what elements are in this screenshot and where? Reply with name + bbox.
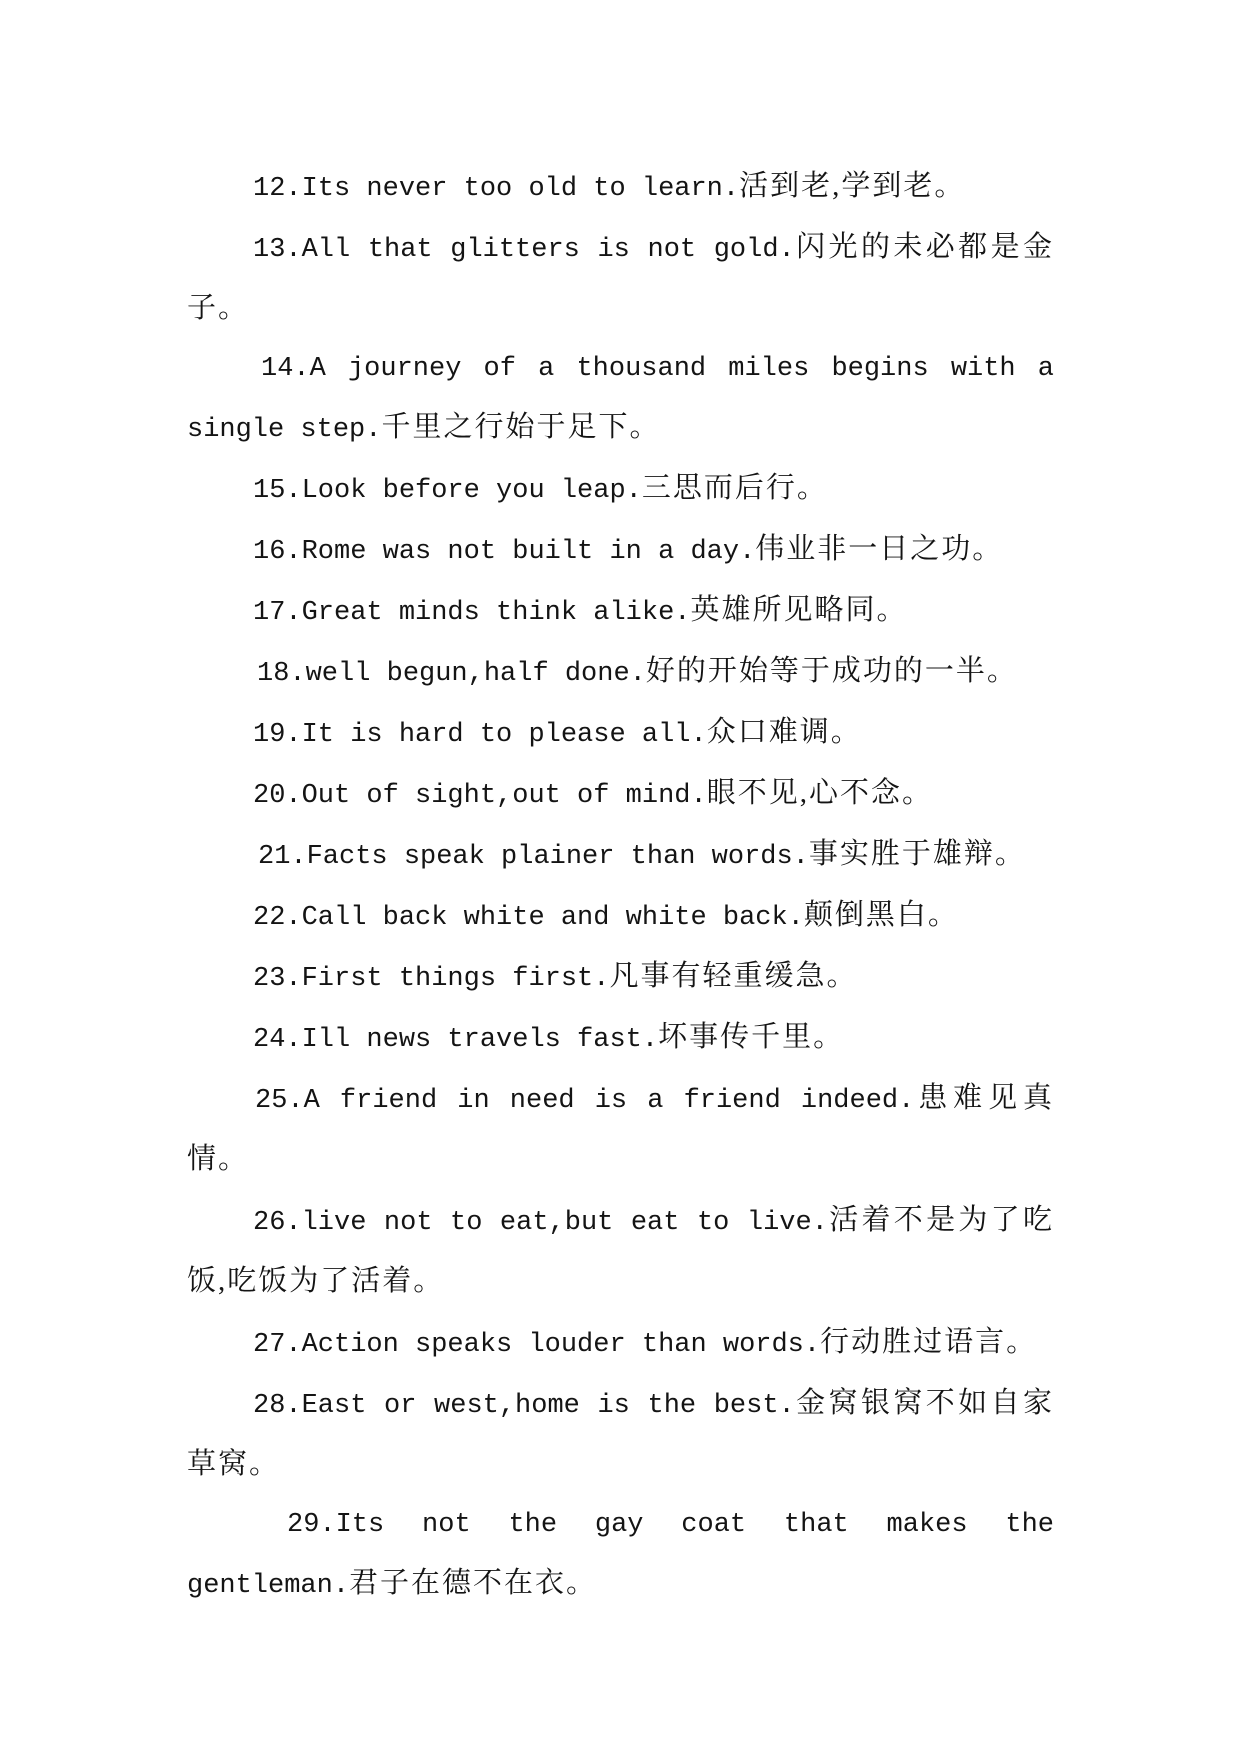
proverb-chinese: 活着不是为了吃饭,吃饭为了活着。: [187, 1204, 1054, 1297]
proverb-english: 20.Out of sight,out of mind.: [253, 781, 707, 811]
proverb-item: [187, 1191, 1054, 1313]
proverb-english: 16.Rome was not built in a day.: [253, 537, 756, 567]
proverb-chinese: 君子在德不在衣。: [349, 1567, 598, 1599]
proverb-item: [187, 642, 1054, 703]
proverb-chinese: 金窝银窝不如自家草窝。: [187, 1387, 1054, 1480]
proverb-english: 26.live not to eat,but eat to live.: [253, 1208, 828, 1238]
proverb-item: [187, 1313, 1054, 1374]
proverb-english: 25.A friend in need is a friend indeed.: [255, 1086, 915, 1116]
proverb-item: [187, 1008, 1054, 1069]
proverb-english: 24.Ill news travels fast.: [253, 1025, 659, 1055]
proverb-chinese: 颠倒黑白。: [803, 899, 959, 931]
proverb-item: [187, 1069, 1054, 1191]
proverb-english: 18.well begun,half done.: [257, 659, 646, 689]
proverb-english: 22.Call back white and white back.: [253, 903, 804, 933]
proverb-item: [187, 1374, 1054, 1496]
proverb-chinese: 坏事传千里。: [658, 1021, 845, 1053]
proverb-chinese: 眼不见,心不念。: [706, 777, 933, 809]
proverb-item: [187, 825, 1054, 886]
proverb-english: 23.First things first.: [253, 964, 610, 994]
proverb-item: [187, 157, 1054, 218]
proverb-item: [187, 520, 1054, 581]
proverb-english: 29.Its not the gay coat that makes the gentleman.: [187, 1510, 1054, 1601]
proverb-english: 21.Facts speak plainer than words.: [258, 842, 809, 872]
proverb-item: [187, 886, 1054, 947]
proverb-chinese: 活到老,学到老。: [739, 170, 966, 202]
proverb-english: 13.All that glitters is not gold.: [253, 235, 795, 265]
proverb-item: [187, 947, 1054, 1008]
proverb-english: 27.Action speaks louder than words.: [253, 1330, 821, 1360]
proverb-chinese: 闪光的未必都是金子。: [187, 231, 1054, 324]
proverb-item: [187, 340, 1054, 459]
proverb-chinese: 千里之行始于足下。: [381, 411, 661, 443]
proverb-item: [187, 459, 1054, 520]
proverb-english: 14.A journey of a thousand miles begins with a single step.: [187, 354, 1054, 445]
proverb-item: [187, 1496, 1054, 1615]
proverb-english: 12.Its never too old to learn.: [253, 174, 740, 204]
proverb-chinese: 众口难调。: [706, 716, 862, 748]
proverb-item: [187, 218, 1054, 340]
proverb-chinese: 行动胜过语言。: [820, 1326, 1038, 1358]
proverb-item: [187, 764, 1054, 825]
proverb-english: 17.Great minds think alike.: [253, 598, 691, 628]
proverb-chinese: 三思而后行。: [641, 472, 828, 504]
proverb-item: [187, 703, 1054, 764]
proverb-chinese: 事实胜于雄辩。: [808, 838, 1026, 870]
proverb-english: 19.It is hard to please all.: [253, 720, 707, 750]
proverb-list: [187, 157, 1054, 1615]
proverb-chinese: 伟业非一日之功。: [755, 533, 1004, 565]
proverb-chinese: 英雄所见略同。: [690, 594, 908, 626]
proverb-chinese: 患难见真情。: [187, 1082, 1054, 1175]
proverb-english: 15.Look before you leap.: [253, 476, 642, 506]
proverb-item: [187, 581, 1054, 642]
proverb-chinese: 好的开始等于成功的一半。: [645, 655, 1018, 687]
proverb-chinese: 凡事有轻重缓急。: [609, 960, 858, 992]
proverb-english: 28.East or west,home is the best.: [253, 1391, 795, 1421]
